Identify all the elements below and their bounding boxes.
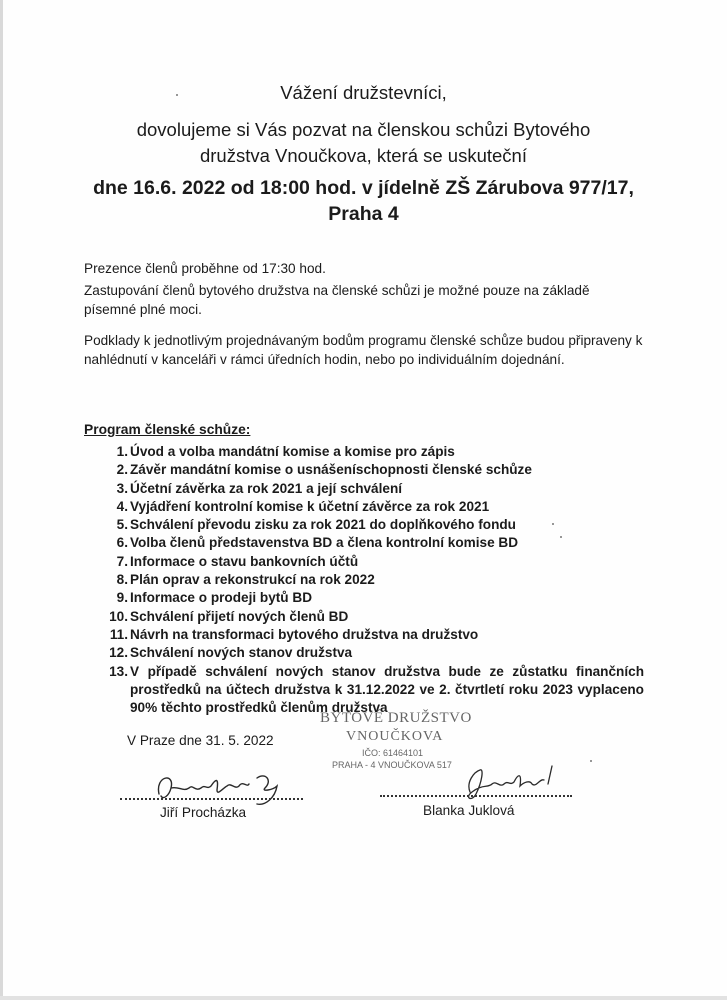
- program-item-text: Informace o stavu bankovních účtů: [130, 553, 359, 569]
- program-item-number: 12.: [109, 645, 128, 661]
- stamp-address-line: PRAHA - 4 VNOUČKOVA 517: [332, 760, 452, 770]
- program-item-number: 6.: [116, 535, 128, 551]
- stamp-name-line: BYTOVÉ DRUŽSTVO: [320, 710, 472, 726]
- stamp-id-line: IČO: 61464101: [362, 748, 424, 758]
- meeting-date-line-2: Praha 4: [328, 203, 399, 225]
- program-item: [104, 571, 644, 589]
- program-item: [104, 644, 644, 662]
- program-item-number: 3.: [116, 480, 128, 496]
- meeting-date-line-1: dne 16.6. 2022 od 18:00 hod. v jídelně ZŠ Zárubova 977/17,: [93, 177, 634, 199]
- program-item-number: 7.: [116, 553, 128, 569]
- program-item: [104, 553, 644, 571]
- signer-name-right: Blanka Juklová: [423, 803, 515, 818]
- program-item-text: Volba členů představenstva BD a člena kontrolní komise BD: [130, 535, 519, 551]
- program-item-text: Schválení přijetí nových členů BD: [130, 608, 349, 624]
- scan-bottom-edge: [0, 996, 727, 1000]
- program-item-number: 9.: [116, 590, 128, 606]
- program-item: [104, 498, 644, 516]
- scan-speck: [560, 536, 562, 538]
- program-item-number: 10.: [109, 608, 128, 624]
- program-item-text: Vyjádření kontrolní komise k účetní závěrce za rok 2021: [130, 498, 490, 514]
- program-item-number: 4.: [116, 498, 128, 514]
- program-item-number: 1.: [116, 444, 128, 459]
- program-item-text: Schválení převodu zisku za rok 2021 do doplňkového fondu: [130, 517, 516, 533]
- invitation-text: [0, 117, 727, 169]
- representation-paragraph: Zastupování členů bytového družstva na členské schůzi je možné pouze na základě písemné plné moci.: [84, 283, 590, 317]
- signature-line-right: [380, 795, 572, 797]
- program-item-text: Účetní závěrka za rok 2021 a její schválení: [130, 480, 403, 496]
- meeting-date-place: [0, 175, 727, 227]
- program-item: [104, 626, 644, 644]
- place-and-date: V Praze dne 31. 5. 2022: [127, 733, 274, 748]
- signature-right-icon: [452, 762, 562, 806]
- signer-name-left: Jiří Procházka: [160, 805, 247, 820]
- program-item: [104, 534, 644, 552]
- program-title: Program členské schůze:: [84, 422, 251, 437]
- stamp-street-line: VNOUČKOVA: [346, 729, 444, 744]
- program-item-text: Schválení nových stanov družstva: [130, 645, 353, 661]
- invitation-line-2: družstva Vnoučkova, která se uskuteční: [199, 145, 527, 166]
- program-item: [104, 443, 644, 461]
- scan-speck: [552, 523, 554, 525]
- program-item-text: Návrh na transformaci bytového družstva na družstvo: [130, 626, 479, 642]
- program-item-number: 5.: [116, 517, 128, 533]
- scan-speck: [176, 94, 178, 96]
- program-item-text: Informace o prodeji bytů BD: [130, 590, 313, 606]
- greeting: Vážení družstevníci,: [280, 82, 447, 103]
- program-item: [104, 461, 644, 479]
- program-item-number: 2.: [116, 462, 128, 478]
- program-item-number: 13.: [109, 663, 128, 679]
- program-list: [104, 443, 644, 717]
- program-item: [104, 608, 644, 626]
- program-item-text: Úvod a volba mandátní komise a komise pro zápis: [130, 444, 455, 459]
- program-item-number: 8.: [116, 572, 128, 588]
- invitation-line-1: dovolujeme si Vás pozvat na členskou schůzi Bytového: [136, 119, 591, 140]
- program-item-text: V případě schválení nových stanov družstva bude ze zůstatku finančních prostředků na účtech družstva k 31.12.2022 ve 2. čtvrtletí roku 2023 vyplaceno 90% těchto prostředků členům družstva: [130, 663, 644, 716]
- program-item-text: Závěr mandátní komise o usnášeníschopnosti členské schůze: [130, 462, 532, 478]
- presence-paragraph: Prezence členů proběhne od 17:30 hod.: [84, 261, 326, 276]
- materials-paragraph: Podklady k jednotlivým projednávaným bodům programu členské schůze budou připraveny k nahlédnutí v kanceláři v rámci úředních hodin, nebo po individuálním dojednání.: [84, 333, 643, 367]
- program-item: [104, 480, 644, 498]
- program-item-text: Plán oprav a rekonstrukcí na rok 2022: [130, 572, 375, 588]
- signature-line-left: [120, 798, 303, 800]
- program-item: [104, 516, 644, 534]
- program-item-number: 11.: [109, 626, 128, 642]
- program-item: [104, 589, 644, 607]
- scan-speck: [590, 760, 592, 762]
